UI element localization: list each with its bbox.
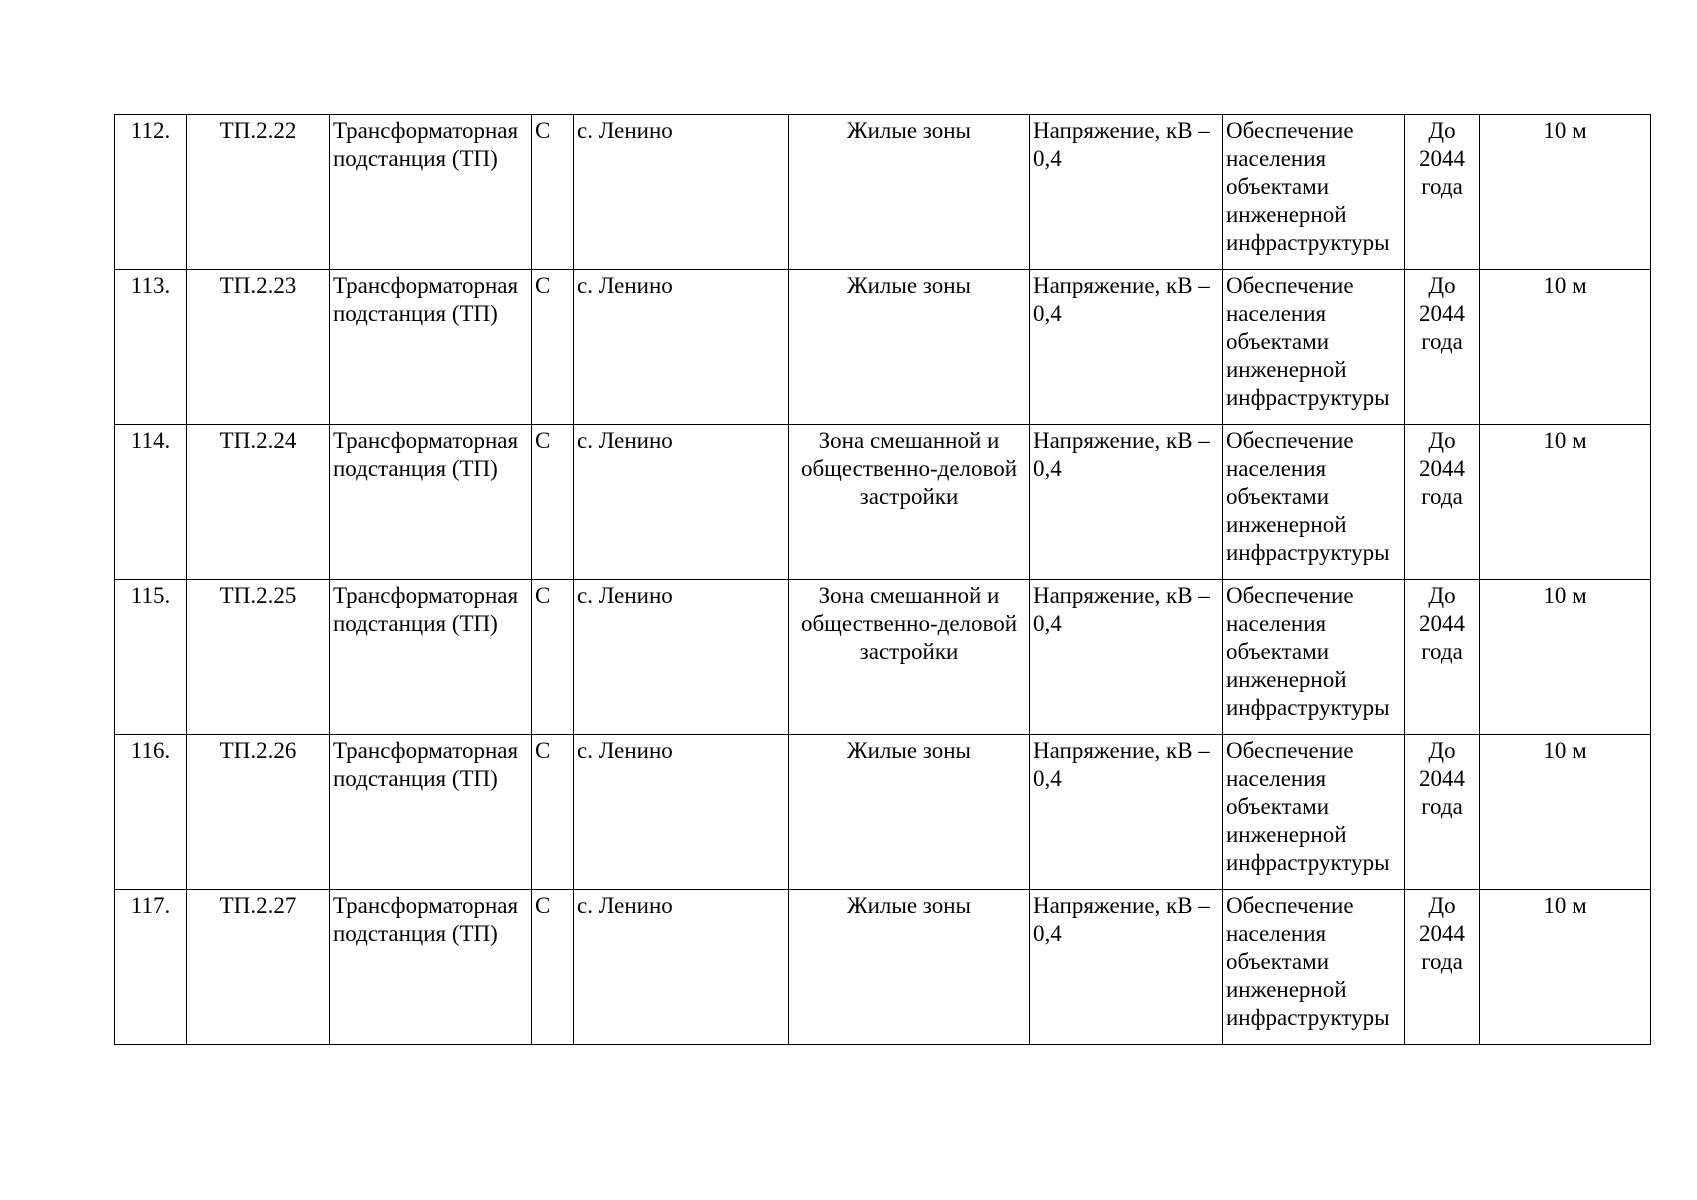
object-characteristic: Напряжение, кВ – 0,4: [1030, 580, 1223, 735]
object-purpose: Обеспечение населения объектами инженерной инфраструктуры: [1223, 425, 1405, 580]
functional-zone: Зона смешанной и общественно-деловой застройки: [789, 425, 1030, 580]
functional-zone: Жилые зоны: [789, 890, 1030, 1045]
implementation-term: До 2044 года: [1405, 580, 1480, 735]
objects-table: [114, 114, 1651, 1045]
object-status: С: [532, 270, 574, 425]
row-number: 116.: [115, 735, 187, 890]
protection-zone: 10 м: [1480, 580, 1651, 735]
implementation-term: До 2044 года: [1405, 425, 1480, 580]
protection-zone: 10 м: [1480, 425, 1651, 580]
object-characteristic: Напряжение, кВ – 0,4: [1030, 890, 1223, 1045]
object-purpose: Обеспечение населения объектами инженерной инфраструктуры: [1223, 270, 1405, 425]
object-characteristic: Напряжение, кВ – 0,4: [1030, 425, 1223, 580]
object-purpose: Обеспечение населения объектами инженерной инфраструктуры: [1223, 115, 1405, 270]
row-number: 113.: [115, 270, 187, 425]
object-code: ТП.2.23: [187, 270, 330, 425]
functional-zone: Зона смешанной и общественно-деловой застройки: [789, 580, 1030, 735]
object-name: Трансформаторная подстанция (ТП): [330, 735, 532, 890]
object-name: Трансформаторная подстанция (ТП): [330, 425, 532, 580]
row-number: 114.: [115, 425, 187, 580]
object-status: С: [532, 890, 574, 1045]
object-location: с. Ленино: [574, 735, 789, 890]
protection-zone: 10 м: [1480, 735, 1651, 890]
row-number: 115.: [115, 580, 187, 735]
table-row: [115, 580, 1651, 735]
object-name: Трансформаторная подстанция (ТП): [330, 580, 532, 735]
protection-zone: 10 м: [1480, 115, 1651, 270]
implementation-term: До 2044 года: [1405, 735, 1480, 890]
row-number: 112.: [115, 115, 187, 270]
object-status: С: [532, 425, 574, 580]
object-characteristic: Напряжение, кВ – 0,4: [1030, 270, 1223, 425]
table-row: [115, 890, 1651, 1045]
object-location: с. Ленино: [574, 425, 789, 580]
object-purpose: Обеспечение населения объектами инженерной инфраструктуры: [1223, 735, 1405, 890]
object-code: ТП.2.27: [187, 890, 330, 1045]
object-characteristic: Напряжение, кВ – 0,4: [1030, 735, 1223, 890]
object-characteristic: Напряжение, кВ – 0,4: [1030, 115, 1223, 270]
implementation-term: До 2044 года: [1405, 270, 1480, 425]
protection-zone: 10 м: [1480, 270, 1651, 425]
table-row: [115, 735, 1651, 890]
object-code: ТП.2.25: [187, 580, 330, 735]
object-name: Трансформаторная подстанция (ТП): [330, 270, 532, 425]
object-status: С: [532, 580, 574, 735]
table-row: [115, 270, 1651, 425]
row-number: 117.: [115, 890, 187, 1045]
object-status: С: [532, 735, 574, 890]
protection-zone: 10 м: [1480, 890, 1651, 1045]
implementation-term: До 2044 года: [1405, 890, 1480, 1045]
object-location: с. Ленино: [574, 890, 789, 1045]
object-code: ТП.2.22: [187, 115, 330, 270]
functional-zone: Жилые зоны: [789, 735, 1030, 890]
implementation-term: До 2044 года: [1405, 115, 1480, 270]
object-purpose: Обеспечение населения объектами инженерной инфраструктуры: [1223, 580, 1405, 735]
functional-zone: Жилые зоны: [789, 115, 1030, 270]
object-name: Трансформаторная подстанция (ТП): [330, 890, 532, 1045]
object-name: Трансформаторная подстанция (ТП): [330, 115, 532, 270]
object-location: с. Ленино: [574, 270, 789, 425]
functional-zone: Жилые зоны: [789, 270, 1030, 425]
object-code: ТП.2.26: [187, 735, 330, 890]
object-location: с. Ленино: [574, 580, 789, 735]
object-location: с. Ленино: [574, 115, 789, 270]
object-purpose: Обеспечение населения объектами инженерной инфраструктуры: [1223, 890, 1405, 1045]
table-row: [115, 425, 1651, 580]
object-status: С: [532, 115, 574, 270]
object-code: ТП.2.24: [187, 425, 330, 580]
table-row: [115, 115, 1651, 270]
